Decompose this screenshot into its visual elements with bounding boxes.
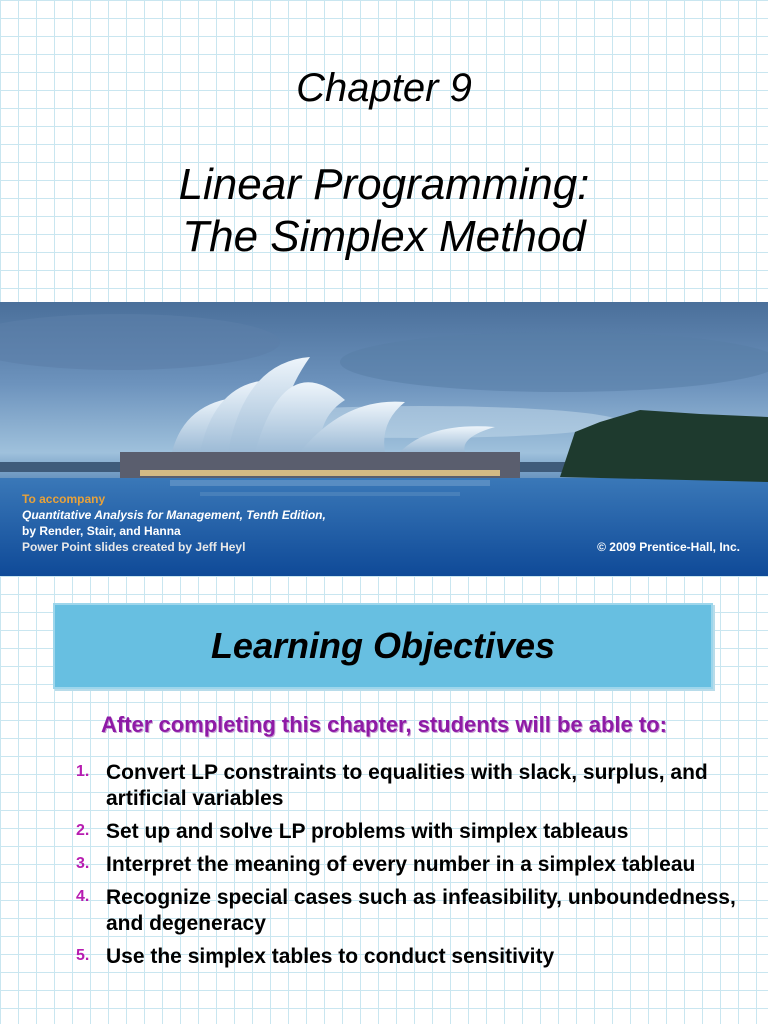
caption-copyright: © 2009 Prentice-Hall, Inc. [597,540,740,554]
list-item [76,944,736,970]
title-line-2: The Simplex Method [182,212,586,261]
list-text: Use the simplex tables to conduct sensitivity [106,945,555,968]
list-text: Set up and solve LP problems with simplex tableaus [106,820,629,843]
list-text: Recognize special cases such as infeasibility, unboundedness, and degeneracy [106,886,736,935]
list-item [76,852,736,878]
caption-slides-credit: Power Point slides created by Jeff Heyl [22,540,246,554]
caption-book-title: Quantitative Analysis for Management, Tenth Edition, [22,508,326,522]
opera-house-banner [0,302,768,576]
list-number: 1. [76,763,90,780]
learning-objectives-heading-box [53,603,713,689]
list-number: 5. [76,947,90,964]
caption-accompany: To accompany [22,492,106,506]
title-line-1: Linear Programming: [178,160,590,209]
list-item [76,819,736,845]
learning-objectives-heading: Learning Objectives [210,625,556,666]
list-item [76,885,736,937]
chapter-heading: Chapter 9 [296,66,472,110]
list-number: 2. [76,822,90,839]
list-number: 4. [76,888,90,905]
list-text: Convert LP constraints to equalities with slack, surplus, and artificial variables [106,761,708,810]
caption-authors: by Render, Stair, and Hanna [22,524,181,538]
objectives-intro: After completing this chapter, students will be able to: [101,712,667,737]
objectives-list [76,760,736,977]
list-text: Interpret the meaning of every number in a simplex tableau [106,853,696,876]
list-item [76,760,736,812]
list-number: 3. [76,855,90,872]
